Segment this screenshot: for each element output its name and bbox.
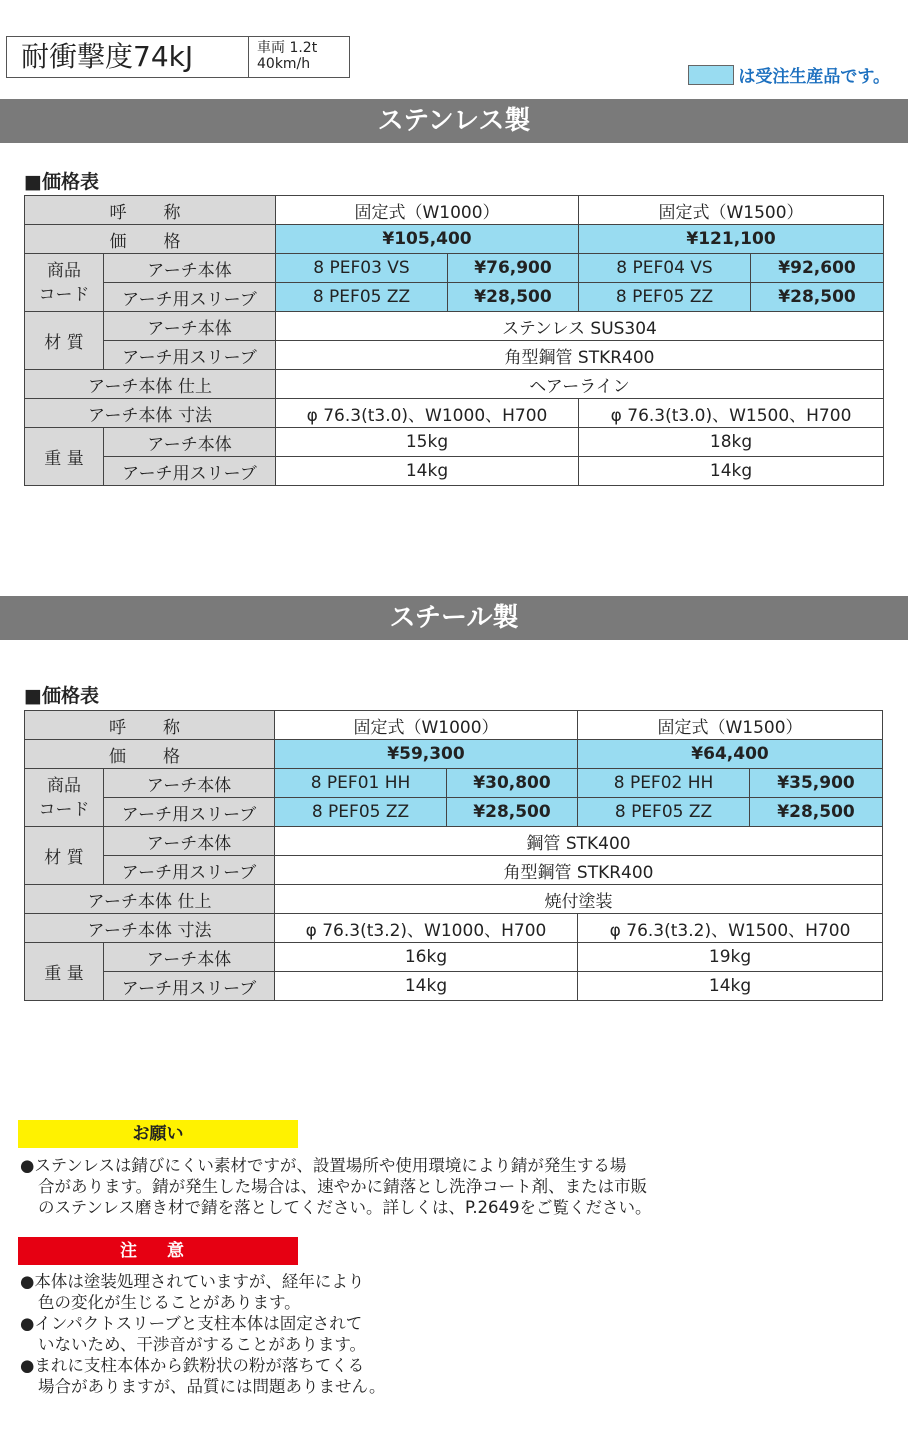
weight-arch-1: 16kg: [275, 943, 578, 972]
table-row: [25, 225, 884, 254]
code-sleeve-label: アーチ用スリーブ: [104, 798, 275, 827]
table-row: [25, 457, 884, 486]
request-line: 合があります。錆が発生した場合は、速やかに錆落とし洗浄コート剤、または市販: [38, 1177, 648, 1196]
table-row: [25, 399, 884, 428]
size-label: アーチ本体 寸法: [25, 914, 275, 943]
header-col1: 固定式（W1000）: [275, 711, 578, 740]
caution-line: 色の変化が生じることがあります。: [38, 1293, 301, 1312]
code-arch-label: アーチ本体: [104, 254, 276, 283]
arch-price-2: ¥35,900: [750, 769, 883, 798]
finish-label: アーチ本体 仕上: [25, 885, 275, 914]
price-table-label: ■価格表: [24, 171, 99, 193]
sleeve-price-2: ¥28,500: [750, 798, 883, 827]
request-text: [20, 1155, 652, 1218]
table-row: [25, 943, 883, 972]
request-line: ●ステンレスは錆びにくい素材ですが、設置場所や使用環境により錆が発生する場: [20, 1156, 627, 1175]
caution-line: 場合がありますが、品質には問題ありません。: [38, 1377, 386, 1396]
size-col1: φ 76.3(t3.0)、W1000、H700: [276, 399, 579, 428]
vehicle-speed: 40km/h: [257, 56, 311, 72]
price-label: 価 格: [25, 740, 275, 769]
sleeve-price-2: ¥28,500: [751, 283, 884, 312]
arch-code-2: 8 PEF04 VS: [579, 254, 751, 283]
caution-line: いないため、干渉音がすることがあります。: [38, 1335, 367, 1354]
weight-arch-2: 18kg: [579, 428, 884, 457]
sleeve-code-1: 8 PEF05 ZZ: [275, 798, 447, 827]
finish-value: ヘアーライン: [276, 370, 884, 399]
caution-heading: 注 意: [18, 1237, 298, 1265]
material-arch-value: ステンレス SUS304: [276, 312, 884, 341]
arch-price-2: ¥92,600: [751, 254, 884, 283]
sleeve-price-1: ¥28,500: [448, 283, 579, 312]
table-row: [25, 711, 883, 740]
table-row: [25, 428, 884, 457]
size-label: アーチ本体 寸法: [25, 399, 276, 428]
material-arch-label: アーチ本体: [104, 827, 275, 856]
table-row: [25, 254, 884, 283]
table-row: [25, 856, 883, 885]
legend-text: は受注生産品です。: [738, 67, 890, 87]
caution-line: ●インパクトスリーブと支柱本体は固定されて: [20, 1314, 363, 1333]
section-band-stainless: ステンレス製: [0, 99, 908, 143]
impact-rating: 耐衝撃度74kJ: [7, 37, 249, 77]
table-row: [25, 341, 884, 370]
sleeve-code-1: 8 PEF05 ZZ: [276, 283, 448, 312]
weight-sleeve-label: アーチ用スリーブ: [104, 457, 276, 486]
weight-arch-label: アーチ本体: [104, 943, 275, 972]
legend-swatch: [688, 65, 734, 85]
table-row: [25, 885, 883, 914]
header-col2: 固定式（W1500）: [578, 711, 883, 740]
arch-code-2: 8 PEF02 HH: [578, 769, 750, 798]
header-col1: 固定式（W1000）: [276, 196, 579, 225]
code-arch-label: アーチ本体: [104, 769, 275, 798]
weight-sleeve-label: アーチ用スリーブ: [104, 972, 275, 1001]
sleeve-code-2: 8 PEF05 ZZ: [579, 283, 751, 312]
header-col2: 固定式（W1500）: [579, 196, 884, 225]
caution-text: [20, 1271, 386, 1397]
table-row: [25, 769, 883, 798]
price-col2: ¥121,100: [579, 225, 884, 254]
price-col1: ¥59,300: [275, 740, 578, 769]
request-heading: お願い: [18, 1120, 298, 1148]
price-label: 価 格: [25, 225, 276, 254]
weight-sleeve-2: 14kg: [578, 972, 883, 1001]
price-table-stainless: [24, 195, 884, 486]
table-row: [25, 283, 884, 312]
price-table-label: ■価格表: [24, 685, 99, 707]
sleeve-price-1: ¥28,500: [447, 798, 578, 827]
table-row: [25, 972, 883, 1001]
material-arch-label: アーチ本体: [104, 312, 276, 341]
table-row: [25, 740, 883, 769]
caution-line: ●本体は塗装処理されていますが、経年により: [20, 1272, 365, 1291]
material-sleeve-label: アーチ用スリーブ: [104, 341, 276, 370]
caution-line: ●まれに支柱本体から鉄粉状の粉が落ちてくる: [20, 1356, 365, 1375]
price-table-steel: [24, 710, 883, 1001]
material-sleeve-value: 角型鋼管 STKR400: [276, 341, 884, 370]
arch-code-1: 8 PEF01 HH: [275, 769, 447, 798]
price-col2: ¥64,400: [578, 740, 883, 769]
impact-conditions: [249, 37, 349, 77]
size-col1: φ 76.3(t3.2)、W1000、H700: [275, 914, 578, 943]
arch-price-1: ¥76,900: [448, 254, 579, 283]
impact-rating-box: [6, 36, 350, 78]
finish-label: アーチ本体 仕上: [25, 370, 276, 399]
weight-sleeve-1: 14kg: [276, 457, 579, 486]
header-label: 呼 称: [25, 711, 275, 740]
arch-code-1: 8 PEF03 VS: [276, 254, 448, 283]
size-col2: φ 76.3(t3.2)、W1500、H700: [578, 914, 883, 943]
material-label: 材 質: [25, 827, 104, 885]
section-band-steel: スチール製: [0, 596, 908, 640]
finish-value: 焼付塗装: [275, 885, 883, 914]
code-label: 商品 コード: [25, 254, 104, 312]
vehicle-weight: 車両 1.2t: [257, 40, 318, 56]
weight-label: 重 量: [25, 428, 104, 486]
table-row: [25, 370, 884, 399]
made-to-order-legend: [688, 62, 890, 87]
material-sleeve-label: アーチ用スリーブ: [104, 856, 275, 885]
weight-sleeve-1: 14kg: [275, 972, 578, 1001]
size-col2: φ 76.3(t3.0)、W1500、H700: [579, 399, 884, 428]
material-arch-value: 鋼管 STK400: [275, 827, 883, 856]
price-col1: ¥105,400: [276, 225, 579, 254]
table-row: [25, 914, 883, 943]
arch-price-1: ¥30,800: [447, 769, 578, 798]
table-row: [25, 798, 883, 827]
code-label: 商品 コード: [25, 769, 104, 827]
weight-sleeve-2: 14kg: [579, 457, 884, 486]
sleeve-code-2: 8 PEF05 ZZ: [578, 798, 750, 827]
table-row: [25, 196, 884, 225]
request-line: のステンレス磨き材で錆を落としてください。詳しくは、P.2649をご覧ください。: [38, 1198, 652, 1217]
weight-label: 重 量: [25, 943, 104, 1001]
weight-arch-1: 15kg: [276, 428, 579, 457]
weight-arch-2: 19kg: [578, 943, 883, 972]
material-sleeve-value: 角型鋼管 STKR400: [275, 856, 883, 885]
table-row: [25, 827, 883, 856]
header-label: 呼 称: [25, 196, 276, 225]
material-label: 材 質: [25, 312, 104, 370]
code-sleeve-label: アーチ用スリーブ: [104, 283, 276, 312]
weight-arch-label: アーチ本体: [104, 428, 276, 457]
table-row: [25, 312, 884, 341]
